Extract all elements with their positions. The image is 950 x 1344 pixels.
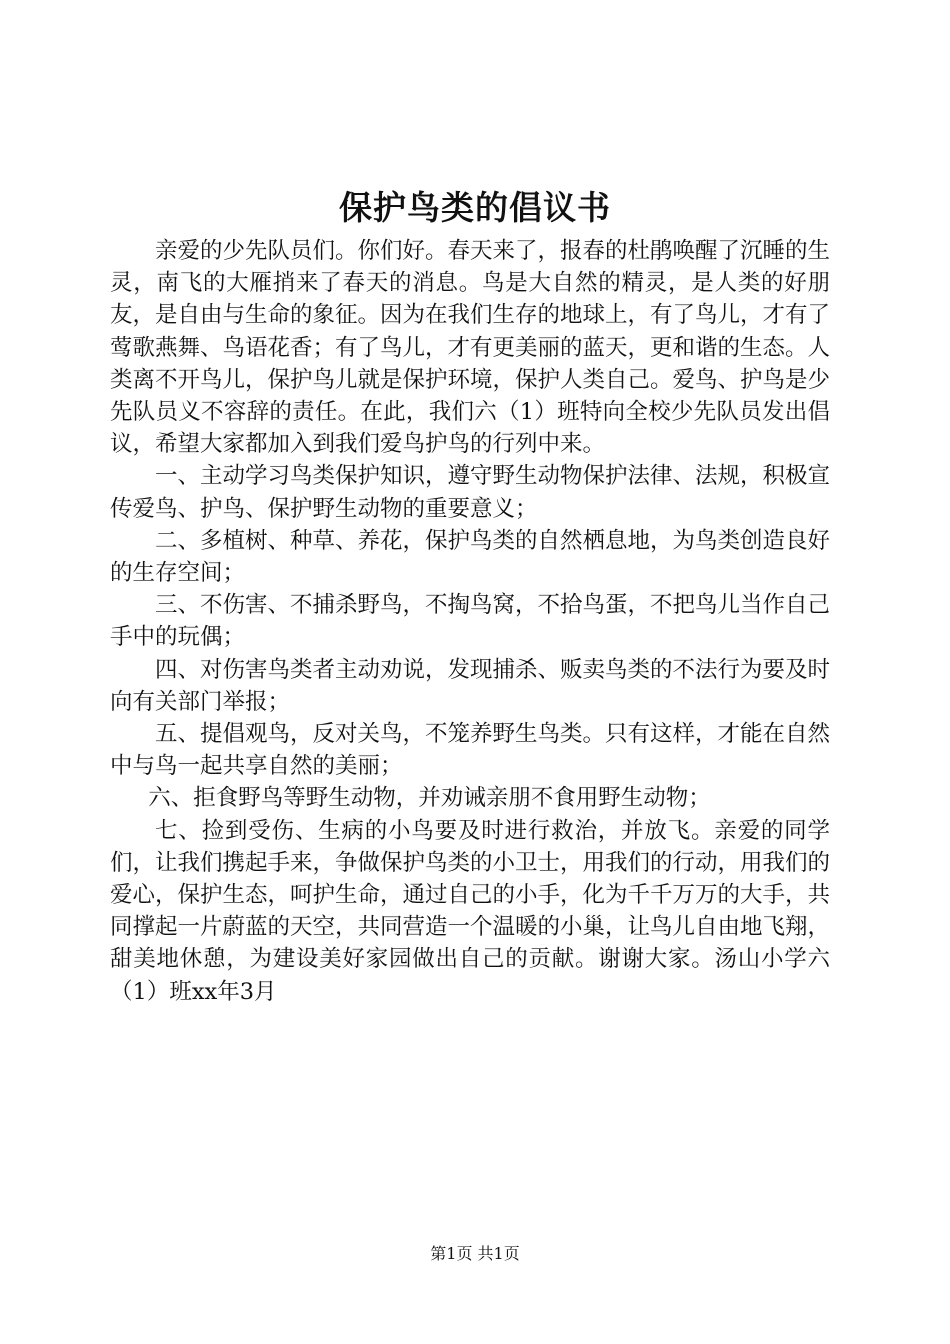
proposal-item-7-and-closing: 七、捡到受伤、生病的小鸟要及时进行救治，并放飞。亲爱的同学们，让我们携起手来，争做保护鸟类的小卫士，用我们的行动，用我们的爱心，保护生态，呵护生命，通过自己的小手，化为千千万万的大手，共同撑起一片蔚蓝的天空，共同营造一个温暖的小巢，让鸟儿自由地飞翔，甜美地休憩，为建设美好家园做出自己的贡献。谢谢大家。汤山小学六（1）班xx年3月	[110, 817, 831, 1005]
proposal-item-3: 三、不伤害、不捕杀野鸟，不掏鸟窝，不拾鸟蛋，不把鸟儿当作自己手中的玩偶；	[110, 592, 831, 651]
proposal-item-2: 二、多植树、种草、养花，保护鸟类的自然栖息地，为鸟类创造良好的生存空间；	[110, 527, 831, 587]
intro-paragraph: 亲爱的少先队员们。你们好。春天来了，报春的杜鹃唤醒了沉睡的生灵，南飞的大雁捎来了春天的消息。鸟是大自然的精灵，是人类的好朋友，是自由与生命的象征。因为在我们生存的地球上，有了鸟儿，才有了莺歌燕舞、鸟语花香；有了鸟儿，才有更美丽的蓝天，更和谐的生态。人类离不开鸟儿，保护鸟儿就是保护环境，保护人类自己。爱鸟、护鸟是少先队员义不容辞的责任。在此，我们六（1）班特向全校少先队员发出倡议，希望大家都加入到我们爱鸟护鸟的行列中来。	[110, 238, 831, 458]
page-number-footer: 第1页 共1页	[430, 1244, 520, 1263]
proposal-item-1: 一、主动学习鸟类保护知识，遵守野生动物保护法律、法规，积极宣传爱鸟、护鸟、保护野生动物的重要意义；	[110, 463, 831, 522]
proposal-item-5: 五、提倡观鸟，反对关鸟，不笼养野生鸟类。只有这样，才能在自然中与鸟一起共享自然的美丽；	[110, 721, 831, 780]
document-body	[110, 235, 830, 1008]
document-title: 保护鸟类的倡议书	[339, 188, 611, 227]
proposal-item-4: 四、对伤害鸟类者主动劝说，发现捕杀、贩卖鸟类的不法行为要及时向有关部门举报；	[110, 656, 831, 715]
proposal-item-6: 六、拒食野鸟等野生动物，并劝诫亲朋不食用野生动物；	[148, 785, 711, 812]
